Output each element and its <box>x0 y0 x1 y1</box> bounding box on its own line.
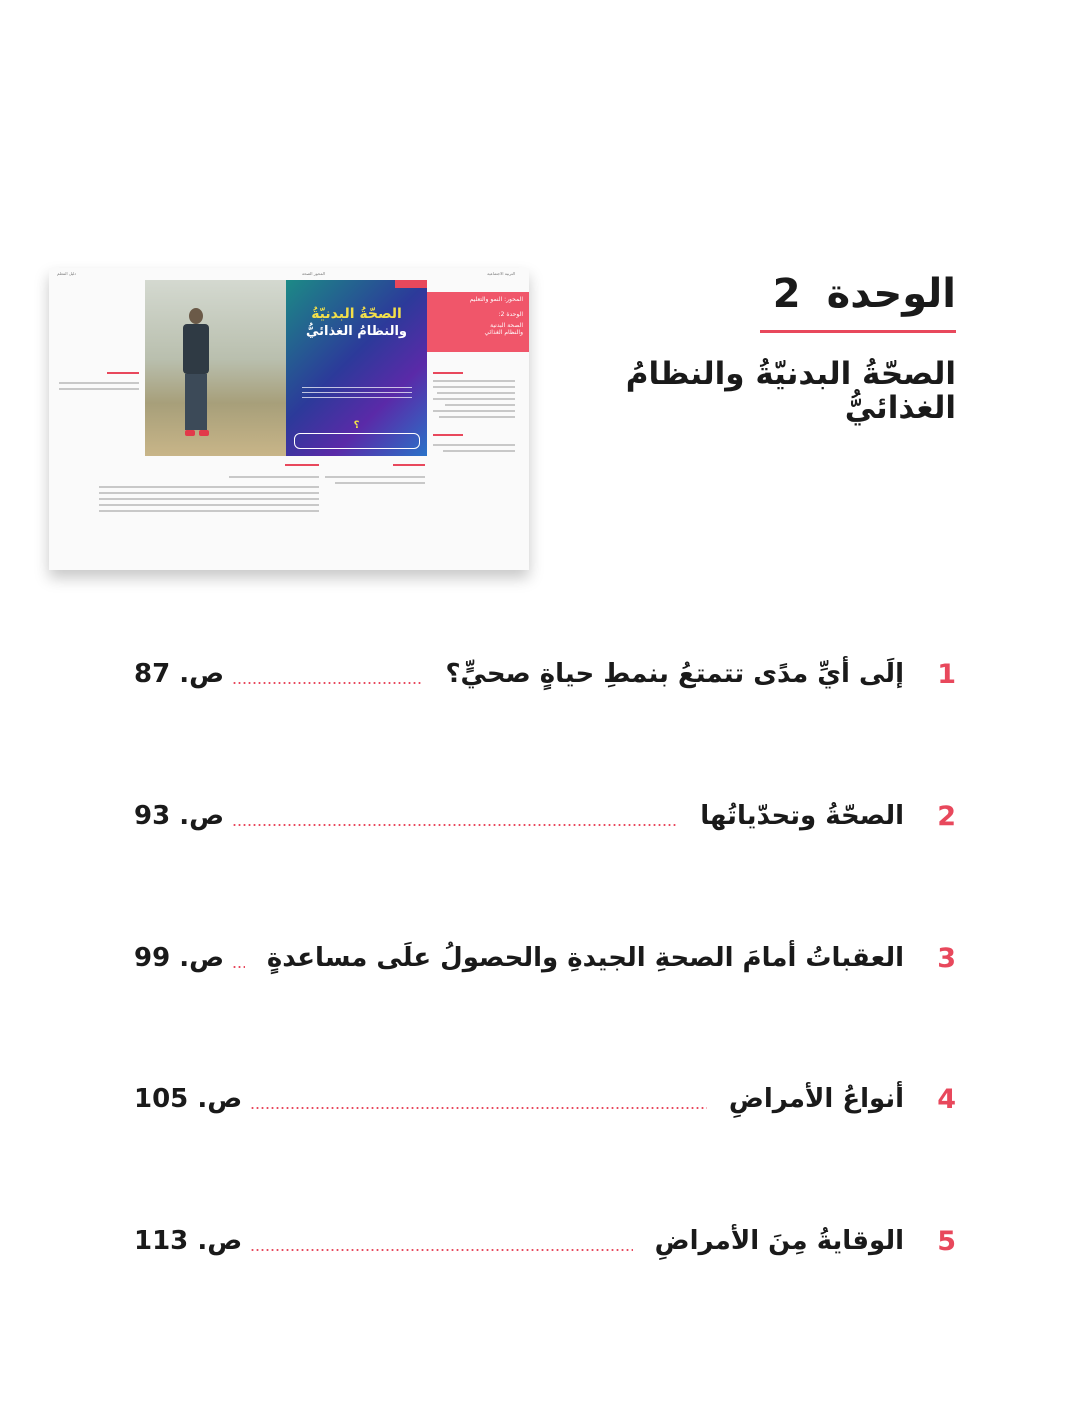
preview-text-line <box>433 398 515 400</box>
toc-item-number: 2 <box>937 800 956 832</box>
preview-subheading <box>393 464 425 466</box>
preview-text-line <box>325 476 425 478</box>
toc-item-number: 5 <box>937 1225 956 1257</box>
toc-leader-dots <box>250 1249 632 1251</box>
preview-unit-panel <box>427 292 529 352</box>
preview-cover-rule <box>302 387 412 388</box>
toc-leader-dots <box>232 824 678 826</box>
preview-panel-heading: المحور: النمو والتعليم <box>469 296 523 303</box>
preview-text-line <box>99 504 319 506</box>
preview-panel-title2: والنظام الغذائي <box>484 329 523 336</box>
preview-cover-title1: الصحّةُ البدنيّةُ <box>311 306 402 322</box>
preview-cover-rule <box>302 397 412 398</box>
toc-item-page: ص. 113 <box>134 1226 243 1256</box>
unit-number: 2 <box>772 271 801 317</box>
toc-item[interactable] <box>134 938 956 978</box>
toc-item-number: 4 <box>937 1083 956 1115</box>
preview-header-left: دليل المعلم <box>57 271 77 276</box>
unit-heading <box>536 268 956 425</box>
preview-subheading <box>107 372 139 374</box>
toc-item[interactable] <box>134 654 956 694</box>
toc-item-page: ص. 99 <box>134 943 225 973</box>
preview-text-line <box>433 380 515 382</box>
preview-text-line <box>99 498 319 500</box>
toc-leader-dots <box>232 966 245 968</box>
preview-panel-unit: الوحدة 2: <box>498 311 523 318</box>
runner-head <box>189 308 203 324</box>
preview-cover-tag <box>395 280 427 288</box>
preview-text-line <box>59 388 139 390</box>
toc-item-title: العقباتُ أمامَ الصحةِ الجيدةِ والحصولُ علَى مساعدةٍ <box>266 943 904 973</box>
preview-subheading <box>433 434 463 436</box>
preview-text-line <box>433 410 515 412</box>
preview-text-line <box>99 510 319 512</box>
runner-body <box>183 324 209 374</box>
toc-item-number: 3 <box>937 942 956 974</box>
toc-item[interactable] <box>134 1079 956 1119</box>
preview-photo <box>145 280 286 456</box>
preview-text-line <box>433 444 515 446</box>
preview-subheading <box>433 372 463 374</box>
preview-text-line <box>99 486 319 488</box>
toc-item-page: ص. 105 <box>134 1084 243 1114</box>
toc-item-title: إلَى أيِّ مدًى تتمتعُ بنمطِ حياةٍ صحيٍّ؟ <box>445 659 904 689</box>
preview-cover-box <box>294 433 420 449</box>
toc-leader-dots <box>232 682 423 684</box>
unit-label: الوحدة <box>826 271 956 317</box>
unit-subtitle <box>536 357 956 425</box>
toc-item-page: ص. 87 <box>134 659 225 689</box>
toc-item-title: أنواعُ الأمراضِ <box>728 1084 904 1114</box>
runner-legs <box>185 374 207 430</box>
runner-shoe <box>185 430 195 436</box>
preview-text-line <box>433 386 515 388</box>
preview-cover <box>286 280 427 456</box>
preview-cover-rule <box>302 392 412 393</box>
preview-header-right: التربية الاجتماعية <box>487 271 515 276</box>
toc-item-title: الوقايةُ مِنَ الأمراضِ <box>654 1226 904 1256</box>
preview-cover-question-mark: ؟ <box>353 420 360 431</box>
preview-text-line <box>335 482 425 484</box>
book-spread-preview <box>49 268 529 570</box>
toc-item-number: 1 <box>937 658 956 690</box>
runner-shoe <box>199 430 209 436</box>
toc-item-page: ص. 93 <box>134 801 225 831</box>
preview-text-line <box>445 404 515 406</box>
preview-text-line <box>437 392 515 394</box>
preview-text-line <box>443 450 515 452</box>
toc-item[interactable] <box>134 796 956 836</box>
preview-text-line <box>229 476 319 478</box>
preview-text-line <box>439 416 515 418</box>
toc-leader-dots <box>250 1107 707 1109</box>
preview-text-line <box>59 382 139 384</box>
unit-title <box>760 268 956 333</box>
preview-cover-title2: والنظامُ الغذائيُّ <box>306 324 407 339</box>
preview-panel-title1: الصحة البدنية <box>490 322 523 329</box>
preview-subheading <box>285 464 319 466</box>
unit-subtitle-line1: الصحّةُ البدنيّةُ والنظامُ <box>625 356 956 392</box>
toc-item[interactable] <box>134 1221 956 1261</box>
unit-subtitle-line2: الغذائيُّ <box>844 390 956 426</box>
toc-item-title: الصحّةُ وتحدّياتُها <box>700 801 904 831</box>
preview-header-center: المحور الصحة <box>301 271 325 276</box>
preview-text-line <box>99 492 319 494</box>
